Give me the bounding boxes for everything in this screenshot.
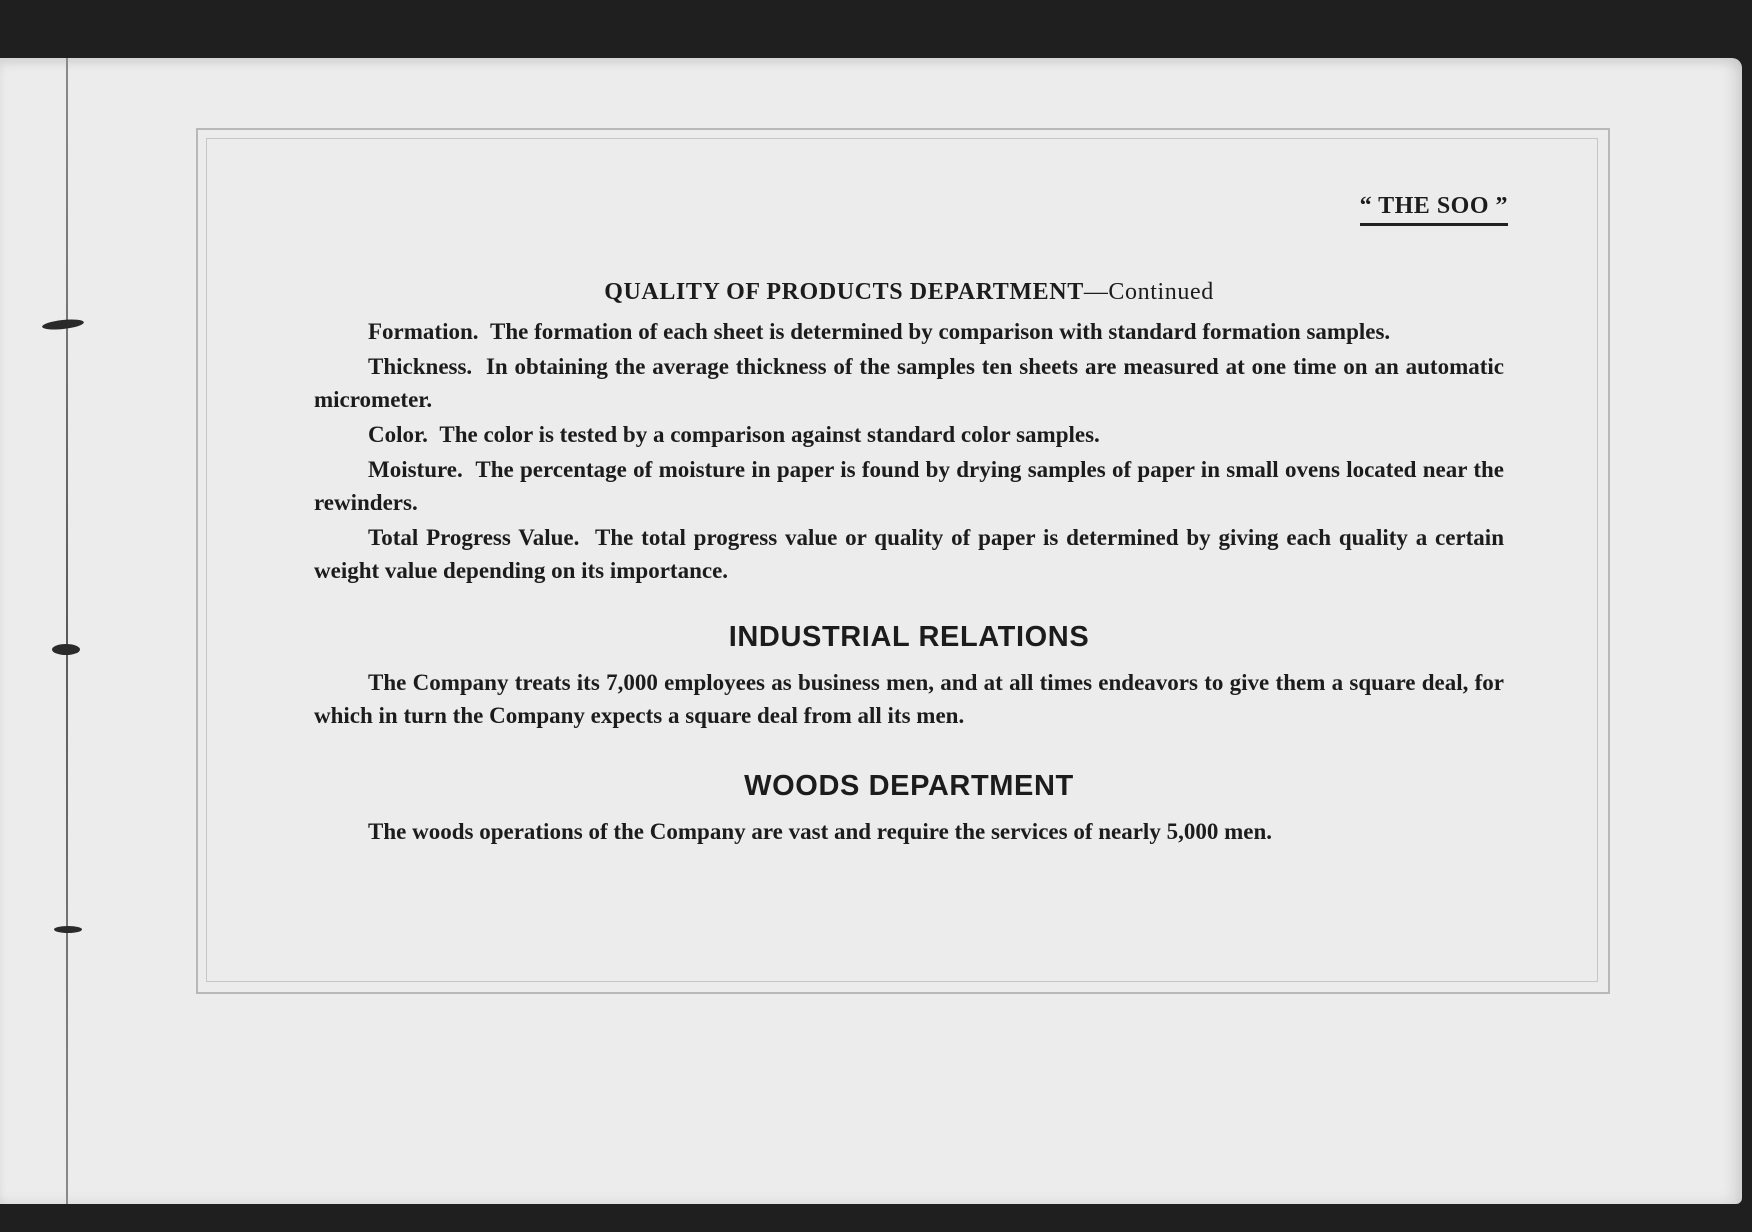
paragraph-text: The total progress value or quality of paper is determined by giving each quality a certain weight value depending on its importance. bbox=[314, 525, 1504, 583]
woods-department-heading: WOODS DEPARTMENT bbox=[744, 770, 1074, 802]
paragraph-color bbox=[314, 418, 1504, 451]
industrial-relations-heading: INDUSTRIAL RELATIONS bbox=[728, 621, 1090, 653]
paragraph-formation bbox=[314, 315, 1504, 348]
quality-heading-text: QUALITY OF PRODUCTS DEPARTMENT bbox=[604, 279, 1084, 305]
binding-stitch bbox=[54, 926, 82, 933]
binding-stitch bbox=[42, 318, 85, 331]
woods-department-paragraph: The woods operations of the Company are vast and require the services of nearly 5,000 men. bbox=[368, 819, 1272, 844]
binding-stitch bbox=[52, 644, 80, 655]
quality-heading-suffix: —Continued bbox=[1083, 279, 1214, 305]
industrial-relations-paragraph: The Company treats its 7,000 employees as business men, and at all times endeavors to give them a square deal, for which in turn the Company expects a square deal from all its men. bbox=[314, 670, 1504, 728]
paragraph-text: The formation of each sheet is determined by comparison with standard formation samples. bbox=[490, 319, 1391, 344]
paragraph-text: In obtaining the average thickness of the samples ten sheets are measured at one time on an automatic micrometer. bbox=[314, 354, 1504, 412]
paragraph-text: The percentage of moisture in paper is found by drying samples of paper in small ovens located near the rewinders. bbox=[314, 457, 1504, 515]
paragraph-term: Thickness. bbox=[368, 354, 473, 379]
paragraph-term: Moisture. bbox=[368, 457, 463, 482]
paragraph-total-progress-value bbox=[314, 521, 1504, 587]
running-header-title: “ THE SOO ” bbox=[1360, 191, 1508, 226]
paragraph-thickness bbox=[314, 350, 1504, 416]
paragraph-text: The color is tested by a comparison against standard color samples. bbox=[439, 422, 1100, 447]
quality-section-heading bbox=[314, 276, 1504, 309]
page-content bbox=[314, 190, 1508, 850]
binding-stitch-line bbox=[66, 58, 68, 1204]
running-header bbox=[314, 190, 1508, 226]
paragraph-term: Color. bbox=[368, 422, 428, 447]
paragraph-term: Formation. bbox=[368, 319, 479, 344]
paragraph-moisture bbox=[314, 453, 1504, 519]
paragraph-term: Total Progress Value. bbox=[368, 525, 580, 550]
